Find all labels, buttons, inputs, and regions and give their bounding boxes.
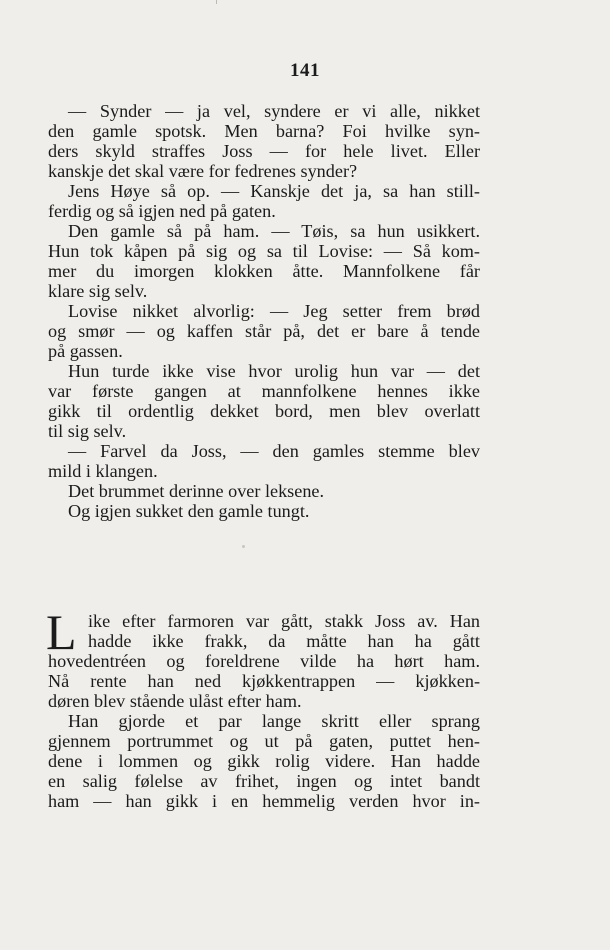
text-line: gikk til ordentlig dekket bord, men blev overlatt <box>48 401 480 421</box>
text-line: Det brummet derinne over leksene. <box>68 481 325 501</box>
text-line: en salig følelse av frihet, ingen og intet bandt <box>48 771 480 791</box>
text-line: Og igjen sukket den gamle tungt. <box>68 501 310 521</box>
text-line: mild i klangen. <box>48 461 158 481</box>
text-line: den gamle spotsk. Men barna? Foi hvilke syn- <box>48 121 480 141</box>
text-line: ferdig og så igjen ned på gaten. <box>48 201 276 221</box>
text-line: Lovise nikket alvorlig: — Jeg setter frem brød <box>68 301 480 321</box>
text-line: Jens Høye så op. — Kanskje det ja, sa han still- <box>68 181 480 201</box>
text-section-2 <box>46 604 480 811</box>
page-number: 141 <box>290 60 320 81</box>
text-line: Hun turde ikke vise hvor urolig hun var — det <box>68 361 480 381</box>
text-line: og smør — og kaffen står på, det er bare å tende <box>48 321 480 341</box>
text-section-1 <box>48 101 480 521</box>
text-line: ders skyld straffes Joss — for hele livet. Eller <box>48 141 480 161</box>
text-line: hadde ikke frakk, da måtte han ha gått <box>88 631 480 651</box>
text-line: døren blev stående ulåst efter ham. <box>48 691 302 711</box>
text-line: mer du imorgen klokken åtte. Mannfolkene får <box>48 261 480 281</box>
text-line: gjennem portrummet og ut på gaten, puttet hen- <box>48 731 480 751</box>
text-line: klare sig selv. <box>48 281 148 301</box>
text-line: — Farvel da Joss, — den gamles stemme blev <box>68 441 480 461</box>
text-line: Han gjorde et par lange skritt eller sprang <box>68 711 480 731</box>
text-line: til sig selv. <box>48 421 127 441</box>
text-line: ham — han gikk i en hemmelig verden hvor in- <box>48 791 480 811</box>
text-line: hovedentréen og foreldrene vilde ha hørt ham. <box>48 651 480 671</box>
text-line: dene i lommen og gikk rolig videre. Han hadde <box>48 751 480 771</box>
top-edge-mark <box>216 0 217 4</box>
text-line: ike efter farmoren var gått, stakk Joss av. Han <box>88 611 480 631</box>
text-line: kanskje det skal være for fedrenes synder? <box>48 161 358 181</box>
text-line: Nå rente han ned kjøkkentrappen — kjøkken- <box>48 671 480 691</box>
drop-cap: L <box>46 604 77 660</box>
text-line: var første gangen at mannfolkene hennes ikke <box>48 381 480 401</box>
text-line: Hun tok kåpen på sig og sa til Lovise: — Så kom- <box>48 241 480 261</box>
text-line: på gassen. <box>48 341 123 361</box>
text-line: — Synder — ja vel, syndere er vi alle, nikket <box>68 101 480 121</box>
text-line: Den gamle så på ham. — Tøis, sa hun usikkert. <box>68 221 480 241</box>
paper-speck <box>242 545 245 548</box>
